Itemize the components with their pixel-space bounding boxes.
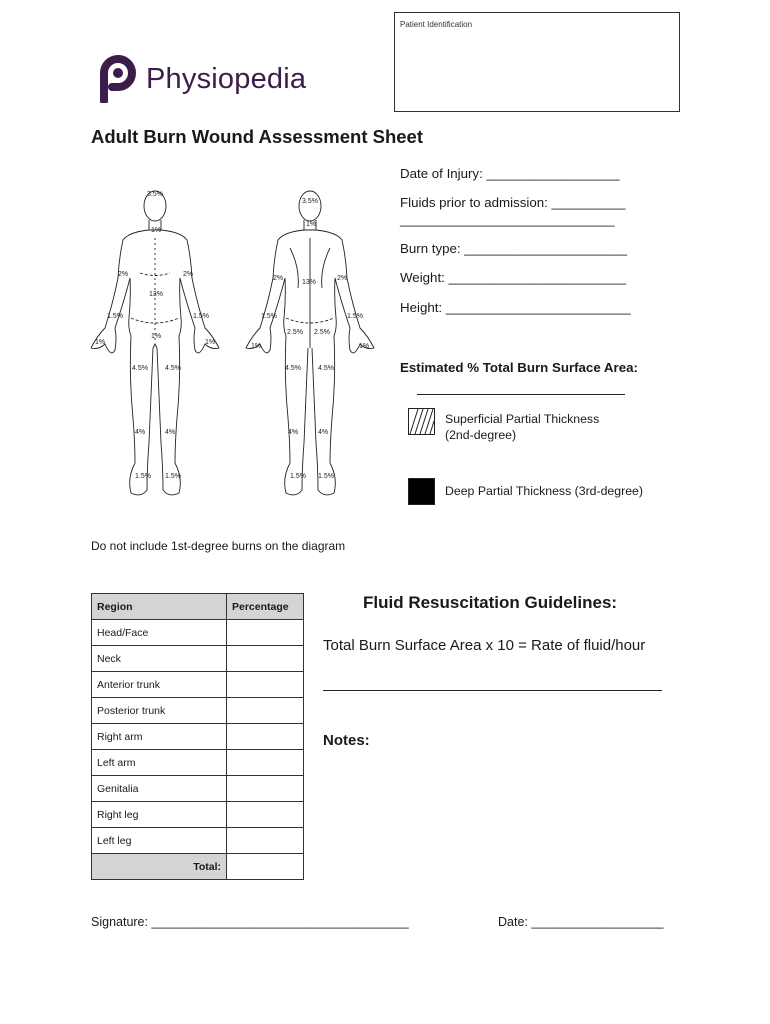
brand-name: Physiopedia bbox=[146, 62, 307, 95]
back-trunk-pct: 13% bbox=[302, 279, 317, 286]
front-r-foot-pct: 1.5% bbox=[135, 473, 151, 480]
front-r-leg-pct: 4% bbox=[135, 429, 146, 436]
total-label: Total: bbox=[92, 854, 227, 880]
percentage-cell[interactable] bbox=[227, 776, 304, 802]
region-cell: Left arm bbox=[92, 750, 227, 776]
front-l-thigh-pct: 4.5% bbox=[165, 365, 181, 372]
front-l-foot-pct: 1.5% bbox=[165, 473, 181, 480]
region-percentage-table bbox=[91, 593, 304, 880]
deep-legend-label: Deep Partial Thickness (3rd-degree) bbox=[445, 484, 643, 498]
fluids-prior-continuation[interactable]: _____________________________ bbox=[400, 212, 615, 227]
table-row bbox=[92, 776, 304, 802]
table-row bbox=[92, 620, 304, 646]
front-r-forearm-pct: 1.5% bbox=[107, 313, 123, 320]
region-cell: Right arm bbox=[92, 724, 227, 750]
back-l-forearm-pct: 1.5% bbox=[261, 313, 277, 320]
height-field[interactable]: Height: _________________________ bbox=[400, 300, 631, 315]
front-r-upper-arm-pct: 2% bbox=[118, 271, 129, 278]
region-header: Region bbox=[92, 594, 227, 620]
front-body-figure bbox=[91, 191, 219, 495]
burn-type-field[interactable]: Burn type: ______________________ bbox=[400, 241, 627, 256]
back-r-buttock-pct: 2.5% bbox=[314, 329, 330, 336]
signature-field[interactable]: Signature: _____________________________________ bbox=[91, 915, 409, 929]
table-header-row bbox=[92, 594, 304, 620]
page-title: Adult Burn Wound Assessment Sheet bbox=[91, 126, 424, 147]
back-r-forearm-pct: 1.5% bbox=[347, 313, 363, 320]
fluid-entry-line[interactable] bbox=[323, 690, 662, 691]
table-row bbox=[92, 828, 304, 854]
back-head-pct: 3.5% bbox=[302, 198, 318, 205]
tbsa-label: Estimated % Total Burn Surface Area: bbox=[400, 360, 638, 375]
total-row bbox=[92, 854, 304, 880]
table-row bbox=[92, 646, 304, 672]
physiopedia-logo bbox=[98, 55, 306, 103]
patient-identification-label: Patient Identification bbox=[400, 20, 473, 29]
front-r-thigh-pct: 4.5% bbox=[132, 365, 148, 372]
back-r-upper-arm-pct: 2% bbox=[337, 275, 348, 282]
percentage-cell[interactable] bbox=[227, 698, 304, 724]
region-cell: Posterior trunk bbox=[92, 698, 227, 724]
body-diagram bbox=[85, 178, 385, 508]
table-row bbox=[92, 672, 304, 698]
back-r-foot-pct: 1.5% bbox=[318, 473, 334, 480]
front-l-leg-pct: 4% bbox=[165, 429, 176, 436]
region-cell: Right leg bbox=[92, 802, 227, 828]
back-l-upper-arm-pct: 2% bbox=[273, 275, 284, 282]
front-l-hand-pct: 1% bbox=[205, 339, 216, 346]
back-l-foot-pct: 1.5% bbox=[290, 473, 306, 480]
back-l-thigh-pct: 4.5% bbox=[285, 365, 301, 372]
fluid-equation: Total Burn Surface Area x 10 = Rate of fluid/hour bbox=[323, 637, 646, 654]
percentage-cell[interactable] bbox=[227, 828, 304, 854]
superficial-legend-line1: Superficial Partial Thickness bbox=[445, 412, 600, 426]
table-row bbox=[92, 698, 304, 724]
region-cell: Left leg bbox=[92, 828, 227, 854]
percentage-cell[interactable] bbox=[227, 724, 304, 750]
table-row bbox=[92, 724, 304, 750]
front-l-upper-arm-pct: 2% bbox=[183, 271, 194, 278]
tbsa-entry-line[interactable] bbox=[417, 394, 625, 395]
weight-field[interactable]: Weight: ________________________ bbox=[400, 270, 627, 285]
region-cell: Genitalia bbox=[92, 776, 227, 802]
back-r-thigh-pct: 4.5% bbox=[318, 365, 334, 372]
back-l-hand-pct: 1% bbox=[251, 343, 262, 350]
front-l-forearm-pct: 1.5% bbox=[193, 313, 209, 320]
back-r-leg-pct: 4% bbox=[318, 429, 329, 436]
superficial-hatch-swatch bbox=[408, 408, 435, 435]
percentage-cell[interactable] bbox=[227, 802, 304, 828]
fluid-guidelines-title: Fluid Resuscitation Guidelines: bbox=[363, 593, 618, 612]
front-trunk-pct: 13% bbox=[149, 291, 164, 298]
back-body-figure bbox=[246, 191, 374, 495]
date-of-injury-field[interactable]: Date of Injury: __________________ bbox=[400, 166, 620, 181]
front-genitalia-pct: 1% bbox=[151, 333, 162, 340]
table-row bbox=[92, 802, 304, 828]
back-l-leg-pct: 4% bbox=[288, 429, 299, 436]
back-l-buttock-pct: 2.5% bbox=[287, 329, 303, 336]
region-cell: Head/Face bbox=[92, 620, 227, 646]
back-r-hand-pct: 1% bbox=[359, 343, 370, 350]
patient-identification-box[interactable] bbox=[394, 12, 680, 112]
fluids-prior-field[interactable]: Fluids prior to admission: __________ bbox=[400, 195, 626, 210]
percentage-cell[interactable] bbox=[227, 672, 304, 698]
total-cell[interactable] bbox=[227, 854, 304, 880]
region-cell: Anterior trunk bbox=[92, 672, 227, 698]
superficial-legend-label bbox=[445, 411, 599, 443]
notes-label: Notes: bbox=[323, 732, 370, 749]
deep-black-swatch bbox=[408, 478, 435, 505]
front-head-pct: 3.5% bbox=[147, 191, 163, 198]
percentage-cell[interactable] bbox=[227, 620, 304, 646]
superficial-legend-line2: (2nd-degree) bbox=[445, 428, 517, 442]
percentage-cell[interactable] bbox=[227, 750, 304, 776]
front-r-hand-pct: 1% bbox=[95, 339, 106, 346]
percentage-cell[interactable] bbox=[227, 646, 304, 672]
front-neck-pct: 1% bbox=[151, 227, 162, 234]
first-degree-note: Do not include 1st-degree burns on the diagram bbox=[91, 539, 346, 553]
region-cell: Neck bbox=[92, 646, 227, 672]
table-row bbox=[92, 750, 304, 776]
physiopedia-logo-icon bbox=[98, 55, 138, 103]
footer-date-field[interactable]: Date: ___________________ bbox=[498, 915, 664, 929]
percentage-header: Percentage bbox=[227, 594, 304, 620]
back-neck-pct: 1% bbox=[306, 221, 317, 228]
